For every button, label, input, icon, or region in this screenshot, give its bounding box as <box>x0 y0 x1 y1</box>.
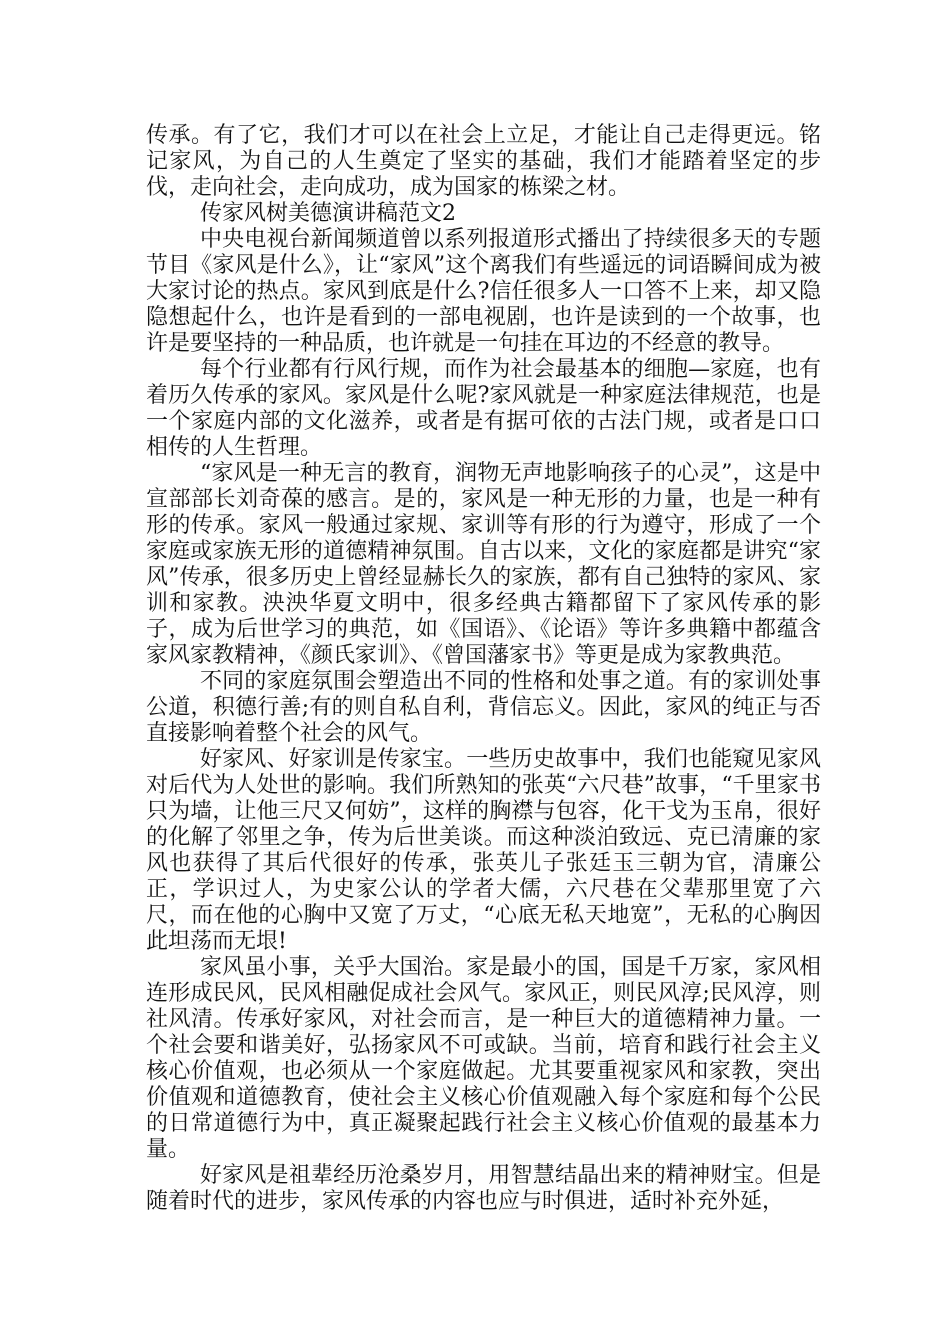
paragraph-8: 好家风是祖辈经历沧桑岁月，用智慧结晶出来的精神财宝。但是随着时代的进步，家风传承的内容也应与时俱进，适时补充外延， <box>146 1163 821 1214</box>
paragraph-5: 不同的家庭氛围会塑造出不同的性格和处事之道。有的家训处事公道，积德行善;有的则自私自利，背信忘义。因此，家风的纯正与否直接影响着整个社会的风气。 <box>146 669 821 746</box>
paragraph-7: 家风虽小事，关乎大国治。家是最小的国，国是千万家，家风相连形成民风，民风相融促成社会风气。家风正，则民风淳;民风淳，则社风清。传承好家风，对社会而言，是一种巨大的道德精神力量。一个社会要和谐美好，弘扬家风不可或缺。当前，培育和践行社会主义核心价值观，也必须从一个家庭做起。尤其要重视家风和家教，突出价值观和道德教育，使社会主义核心价值观融入每个家庭和每个公民的日常道德行为中，真正凝聚起践行社会主义核心价值观的最基本力量。 <box>146 955 821 1162</box>
document-body <box>146 123 821 1215</box>
paragraph-6: 好家风、好家训是传家宝。一些历史故事中，我们也能窥见家风对后代为人处世的影响。我们所熟知的张英“六尺巷”故事，“千里家书只为墙，让他三尺又何妨”，这样的胸襟与包容，化干戈为玉帛，很好的化解了邻里之争，传为后世美谈。而这种淡泊致远、克已清廉的家风也获得了其后代很好的传承，张英儿子张廷玉三朝为官，清廉公正，学识过人，为史家公认的学者大儒，六尺巷在父辈那里宽了六尺，而在他的心胸中又宽了万丈，“心底无私天地宽”，无私的心胸因此坦荡而无垠! <box>146 747 821 954</box>
paragraph-1: 传承。有了它，我们才可以在社会上立足，才能让自己走得更远。铭记家风，为自己的人生奠定了坚实的基础，我们才能踏着坚定的步伐，走向社会，走向成功，成为国家的栋梁之材。 <box>146 123 821 200</box>
paragraph-4: “家风是一种无言的教育，润物无声地影响孩子的心灵”，这是中宣部部长刘奇葆的感言。是的，家风是一种无形的力量，也是一种有形的传承。家风一般通过家规、家训等有形的行为遵守，形成了一个家庭或家族无形的道德精神氛围。自古以来，文化的家庭都是讲究“家风”传承，很多历史上曾经显赫长久的家族，都有自己独特的家风、家训和家教。泱泱华夏文明中，很多经典古籍都留下了家风传承的影子，成为后世学习的典范，如《国语》、《论语》等许多典籍中都蕴含家风家教精神，《颜氏家训》、《曾国藩家书》等更是成为家教典范。 <box>146 461 821 668</box>
paragraph-3: 每个行业都有行风行规，而作为社会最基本的细胞—家庭，也有着历久传承的家风。家风是什么呢?家风就是一种家庭法律规范，也是一个家庭内部的文化滋养，或者是有据可依的古法门规，或者是口口相传的人生哲理。 <box>146 357 821 460</box>
paragraph-2: 中央电视台新闻频道曾以系列报道形式播出了持续很多天的专题节目《家风是什么》，让“家风”这个离我们有些遥远的词语瞬间成为被大家讨论的热点。家风到底是什么?信任很多人一口答不上来，却又隐隐想起什么，也许是看到的一部电视剧，也许是读到的一个故事，也许是要坚持的一种品质，也许就是一句挂在耳边的不经意的教导。 <box>146 227 821 356</box>
section-heading: 传家风树美德演讲稿范文2 <box>200 201 456 226</box>
